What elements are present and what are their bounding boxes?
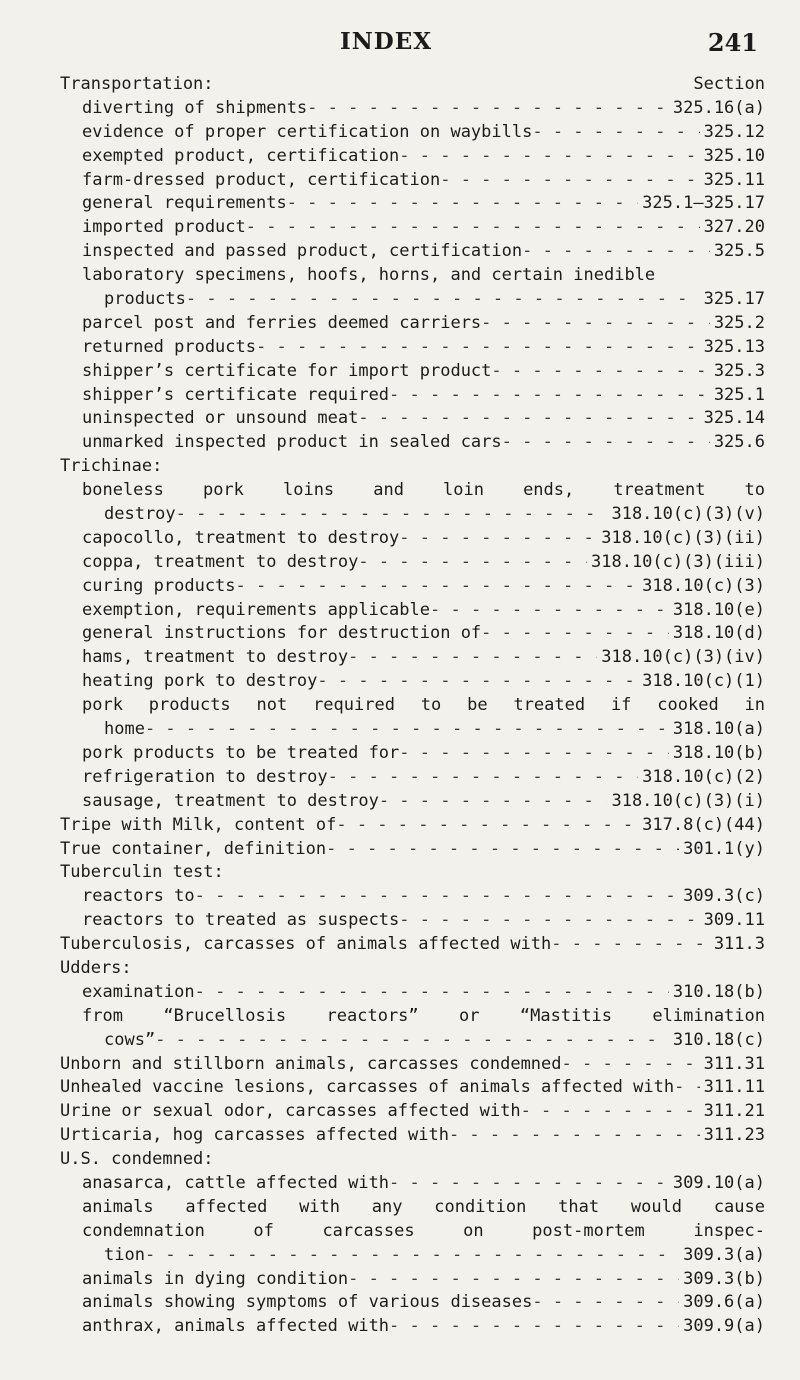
index-entry	[60, 384, 765, 408]
index-entry	[60, 981, 765, 1005]
index-entry	[60, 240, 765, 264]
entry-text: Tuberculosis, carcasses of animals affected with	[60, 934, 552, 955]
entry-text: products	[104, 289, 186, 310]
dot-leader	[195, 981, 669, 1005]
entry-text: pork products not required to be treated if cooked in	[82, 695, 765, 716]
dot-leader	[256, 336, 700, 360]
section-reference: 311.11	[703, 1077, 765, 1098]
entry-text: diverting of shipments	[82, 97, 308, 118]
dot-leader	[522, 240, 710, 264]
section-reference: 309.10(a)	[672, 1172, 765, 1193]
section-reference: 325.1–325.17	[642, 193, 765, 214]
index-entry	[60, 694, 765, 718]
entry-text: from “Brucellosis reactors” or “Mastitis elimination	[82, 1005, 765, 1026]
dot-leader	[287, 192, 638, 216]
entry-text: Trichinae:	[60, 456, 163, 477]
entry-text: animals in dying condition	[82, 1268, 349, 1289]
section-reference: 309.3(c)	[683, 886, 765, 907]
entry-text: pork products to be treated for	[82, 742, 400, 763]
index-entry	[60, 336, 765, 360]
dot-leader	[532, 121, 699, 145]
dot-leader	[145, 718, 669, 742]
section-reference: 318.10(c)(3)(iii)	[591, 551, 765, 572]
dot-leader	[399, 742, 669, 766]
section-reference: 309.6(a)	[683, 1292, 765, 1313]
entry-text: general requirements	[82, 193, 287, 214]
entry-text: unmarked inspected product in sealed cars	[82, 432, 502, 453]
dot-leader	[502, 431, 710, 455]
entry-text: shipper’s certificate for import product	[82, 360, 492, 381]
entry-text: evidence of proper certification on waybills	[82, 121, 533, 142]
section-reference: 309.3(b)	[683, 1268, 765, 1289]
dot-leader	[674, 1076, 699, 1100]
dot-leader	[481, 622, 669, 646]
section-reference: 310.18(c)	[672, 1029, 765, 1050]
dot-leader	[155, 1029, 669, 1053]
entry-text: tion	[104, 1244, 145, 1265]
dot-leader	[186, 288, 700, 312]
section-reference: 325.10	[703, 145, 765, 166]
page-number: 241	[707, 28, 758, 57]
section-reference: 309.11	[703, 910, 765, 931]
index-entry	[60, 814, 765, 838]
dot-leader	[328, 766, 639, 790]
index-entry	[60, 1029, 765, 1053]
entry-text: curing products	[82, 575, 236, 596]
dot-leader	[236, 575, 639, 599]
index-entry	[60, 1244, 765, 1268]
index-entry	[60, 1076, 765, 1100]
entry-text: boneless pork loins and loin ends, treatment to	[82, 480, 765, 501]
dot-leader	[326, 838, 679, 862]
entry-text: parcel post and ferries deemed carriers	[82, 312, 482, 333]
index-entry	[60, 479, 765, 503]
section-reference: 318.10(c)(3)(ii)	[601, 527, 765, 548]
entry-text: hams, treatment to destroy	[82, 647, 349, 668]
section-reference: 318.10(b)	[672, 742, 765, 763]
index-entry	[60, 73, 765, 97]
section-reference: 318.10(a)	[672, 719, 765, 740]
section-reference: 325.2	[713, 312, 765, 333]
section-reference: 318.10(d)	[672, 623, 765, 644]
entry-text: capocollo, treatment to destroy	[82, 527, 400, 548]
entry-text: Urine or sexual odor, carcasses affected with	[60, 1101, 521, 1122]
page-header	[0, 28, 800, 68]
index-entry	[60, 838, 765, 862]
entry-text: destroy	[104, 504, 176, 525]
entry-text: reactors to treated as suspects	[82, 910, 400, 931]
index-entry	[60, 192, 765, 216]
section-reference: 325.3	[713, 360, 765, 381]
entry-text: Udders:	[60, 957, 132, 978]
section-reference: 311.3	[713, 934, 765, 955]
dot-leader	[336, 814, 638, 838]
dot-leader	[430, 599, 669, 623]
index-entry	[60, 1268, 765, 1292]
index-entry	[60, 312, 765, 336]
entry-text: anthrax, animals affected with	[82, 1316, 390, 1337]
entry-text: Unborn and stillborn animals, carcasses condemned	[60, 1053, 562, 1074]
index-entry	[60, 288, 765, 312]
index-entry	[60, 97, 765, 121]
entry-text: home	[104, 719, 145, 740]
entry-text: sausage, treatment to destroy	[82, 790, 379, 811]
section-reference: 318.10(c)(3)(iv)	[601, 647, 765, 668]
entry-text: Urticaria, hog carcasses affected with	[60, 1125, 449, 1146]
dot-leader	[307, 97, 669, 121]
entry-text: heating pork to destroy	[82, 671, 318, 692]
entry-text: Unhealed vaccine lesions, carcasses of animals affected with	[60, 1077, 675, 1098]
index-entry	[60, 1005, 765, 1029]
section-reference: 325.5	[713, 241, 765, 262]
section-reference: 311.23	[703, 1125, 765, 1146]
dot-leader	[551, 933, 710, 957]
index-entry	[60, 169, 765, 193]
section-reference: 318.10(c)(3)(v)	[611, 504, 765, 525]
entry-text: returned products	[82, 336, 256, 357]
index-entry	[60, 1172, 765, 1196]
section-reference: 309.9(a)	[683, 1316, 765, 1337]
entry-text: cows”	[104, 1029, 156, 1050]
dot-leader	[379, 790, 608, 814]
index-entry	[60, 1100, 765, 1124]
index-entry	[60, 790, 765, 814]
index-entry	[60, 1220, 765, 1244]
dot-leader	[521, 1100, 700, 1124]
entry-text: uninspected or unsound meat	[82, 408, 359, 429]
entry-text: laboratory specimens, hoofs, horns, and certain inedible	[82, 265, 656, 286]
dot-leader	[440, 169, 699, 193]
entry-text: condemnation of carcasses on post-mortem inspec-	[82, 1220, 765, 1241]
entry-text: animals showing symptoms of various diseases	[82, 1292, 533, 1313]
index-entry	[60, 1053, 765, 1077]
index-entry	[60, 1124, 765, 1148]
entry-text: exemption, requirements applicable	[82, 599, 430, 620]
section-reference: 325.16(a)	[672, 97, 765, 118]
dot-leader	[358, 407, 699, 431]
section-reference: 318.10(c)(3)(i)	[611, 790, 765, 811]
section-reference: 311.31	[703, 1053, 765, 1074]
section-reference: 325.13	[703, 336, 765, 357]
index-entry	[60, 455, 765, 479]
entry-text: True container, definition	[60, 838, 327, 859]
index-entry	[60, 407, 765, 431]
section-reference: 318.10(c)(2)	[642, 766, 765, 787]
dot-leader	[399, 909, 699, 933]
section-reference: 318.10(c)(3)	[642, 575, 765, 596]
entry-text: Tripe with Milk, content of	[60, 814, 337, 835]
entry-text: coppa, treatment to destroy	[82, 551, 359, 572]
entry-text: exempted product, certification	[82, 145, 400, 166]
index-entry	[60, 1315, 765, 1339]
index-entry	[60, 503, 765, 527]
index-entry	[60, 646, 765, 670]
index-entries	[60, 73, 765, 1339]
index-entry	[60, 431, 765, 455]
index-entry	[60, 742, 765, 766]
dot-leader	[562, 1053, 700, 1077]
entry-text: U.S. condemned:	[60, 1149, 214, 1170]
section-reference: 301.1(y)	[683, 838, 765, 859]
entry-text: imported product	[82, 217, 246, 238]
dot-leader	[389, 384, 710, 408]
index-entry	[60, 622, 765, 646]
dot-leader	[449, 1124, 700, 1148]
index-entry	[60, 360, 765, 384]
dot-leader	[348, 646, 597, 670]
entry-text: reactors to	[82, 886, 195, 907]
dot-leader	[389, 1172, 669, 1196]
dot-leader	[348, 1268, 679, 1292]
dot-leader	[389, 1315, 679, 1339]
entry-text: inspected and passed product, certification	[82, 241, 523, 262]
index-entry	[60, 264, 765, 288]
section-reference: 318.10(e)	[672, 599, 765, 620]
section-reference: 310.18(b)	[672, 981, 765, 1002]
index-entry	[60, 885, 765, 909]
index-entry	[60, 145, 765, 169]
index-entry	[60, 599, 765, 623]
index-entry	[60, 933, 765, 957]
section-reference: 317.8(c)(44)	[642, 814, 765, 835]
entry-text: shipper’s certificate required	[82, 384, 390, 405]
dot-leader	[195, 885, 680, 909]
dot-leader	[145, 1244, 679, 1268]
section-reference: 325.14	[703, 408, 765, 429]
dot-leader	[481, 312, 710, 336]
index-entry	[60, 1148, 765, 1172]
section-reference: 325.6	[713, 432, 765, 453]
index-entry	[60, 718, 765, 742]
entry-text: anasarca, cattle affected with	[82, 1172, 390, 1193]
entry-text: animals affected with any condition that would cause	[82, 1196, 765, 1217]
dot-leader	[532, 1291, 679, 1315]
dot-leader	[317, 670, 638, 694]
section-reference: Section	[693, 74, 765, 94]
page-title: INDEX	[340, 28, 433, 55]
section-reference: 309.3(a)	[683, 1244, 765, 1265]
index-entry	[60, 861, 765, 885]
dot-leader	[176, 503, 608, 527]
dot-leader	[399, 145, 699, 169]
entry-text: examination	[82, 981, 195, 1002]
index-entry	[60, 575, 765, 599]
index-entry	[60, 909, 765, 933]
entry-text: Transportation:	[60, 74, 214, 94]
index-entry	[60, 1291, 765, 1315]
entry-text: refrigeration to destroy	[82, 766, 328, 787]
index-entry	[60, 670, 765, 694]
dot-leader	[358, 551, 587, 575]
index-entry	[60, 766, 765, 790]
index-entry	[60, 1196, 765, 1220]
section-reference: 311.21	[703, 1101, 765, 1122]
dot-leader	[491, 360, 709, 384]
entry-text: general instructions for destruction of	[82, 623, 482, 644]
index-entry	[60, 551, 765, 575]
dot-leader	[246, 216, 700, 240]
index-entry	[60, 121, 765, 145]
section-reference: 325.17	[703, 289, 765, 310]
index-entry	[60, 957, 765, 981]
section-reference: 325.11	[703, 169, 765, 190]
index-entry	[60, 216, 765, 240]
section-reference: 325.12	[703, 121, 765, 142]
section-reference: 318.10(c)(1)	[642, 671, 765, 692]
dot-leader	[399, 527, 597, 551]
entry-text: Tuberculin test:	[60, 862, 224, 883]
index-entry	[60, 527, 765, 551]
section-reference: 327.20	[703, 217, 765, 238]
entry-text: farm-dressed product, certification	[82, 169, 441, 190]
section-reference: 325.1	[713, 384, 765, 405]
